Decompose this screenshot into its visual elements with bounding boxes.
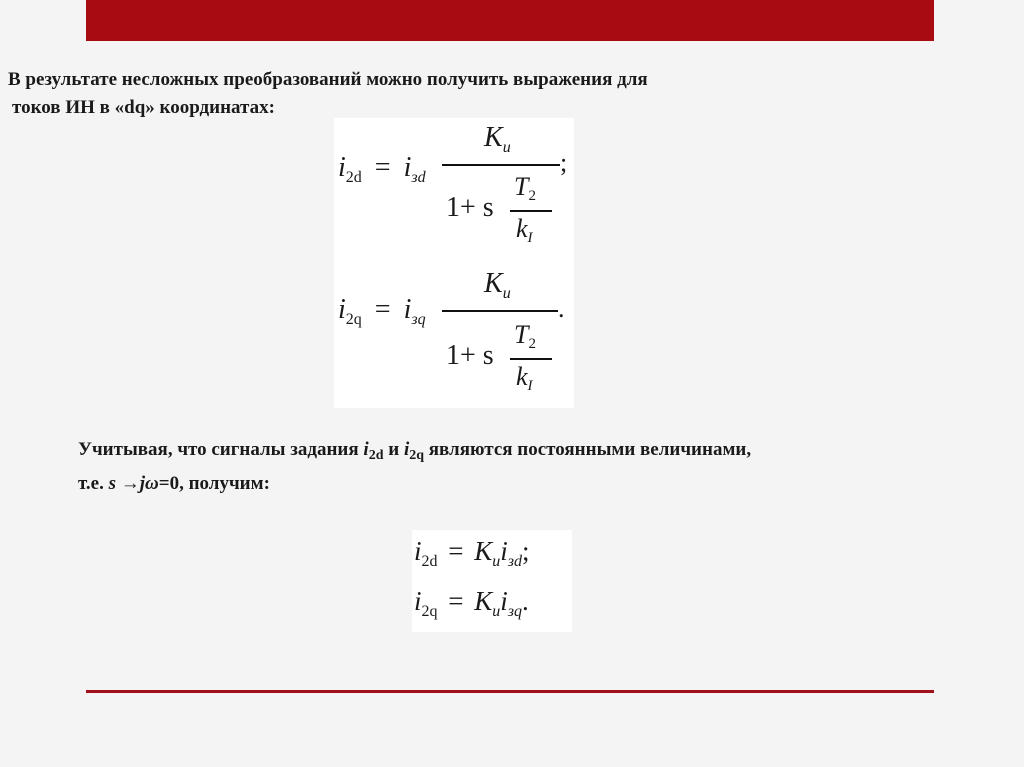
intro-line-2: токов ИН в «dq» координатах: <box>12 97 275 118</box>
intro-line-1: В результате несложных преобразований можно получить выражения для <box>8 69 648 90</box>
note-text <box>78 436 998 498</box>
formula-block-transfer: $i_{2d} = i_{зd}$ $K_u$ ; 1+ s T2 kI $i_{2q} = i_{зq}$ $K_u$ . 1+ s T2 kI <box>334 118 574 408</box>
note-line-2: т.е. s →jω=0, получим: <box>78 473 270 494</box>
footer-rule <box>86 690 934 693</box>
result-i2q: $i_{2q} = K_ui_{зq}$. <box>414 586 529 620</box>
header-accent-bar <box>86 0 934 41</box>
result-i2d: $i_{2d} = K_ui_{зd}$; <box>414 536 530 570</box>
intro-text <box>8 66 908 122</box>
formula-block-result <box>412 530 572 632</box>
note-line-1: Учитывая, что сигналы задания $i_{2d}$ и $i_{2q}$ являются постоянными величинами, <box>78 439 752 463</box>
